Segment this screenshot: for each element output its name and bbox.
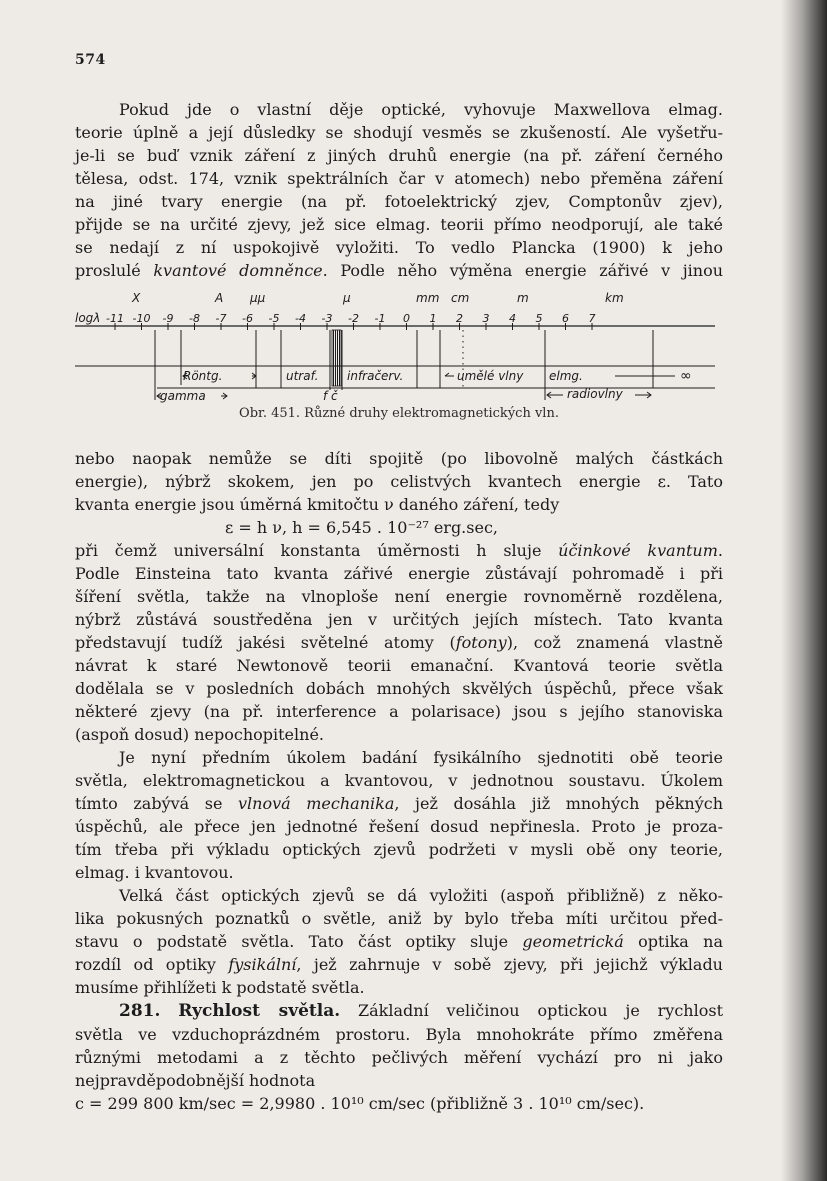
- scale-tick-label: -1: [374, 312, 386, 325]
- log-lambda-label: logλ: [75, 311, 101, 325]
- text-line: nebo naopak nemůže se díti spojitě (po libovolně malých částkách: [75, 449, 723, 468]
- text-line: kvanta energie jsou úměrná kmitočtu ν daného záření, tedy: [75, 495, 560, 514]
- text-line: lika pokusných poznatků o světle, aniž by bylo třeba míti určitou před-: [75, 909, 723, 928]
- scale-tick-label: 6: [562, 312, 569, 325]
- italic-term: fysikální: [228, 955, 297, 974]
- text-line: dodělala se v posledních dobách mnohých skvělých úspěchů, přece však: [75, 679, 723, 698]
- text-line: (aspoň dosud) nepochopitelné.: [75, 725, 324, 744]
- text-line: návrat k staré Newtonově teorii emanační. Kvantová teorie světla: [75, 656, 723, 675]
- text-line: šíření světla, takže na vlnoploše není energie rovnoměrně rozdělena,: [75, 587, 723, 606]
- scale-tick-label: -10: [132, 312, 151, 325]
- scale-tick-label: 3: [482, 312, 490, 325]
- text-line: tím třeba při výkladu optických zjevů podržeti v mysli obě ony teorie,: [75, 840, 723, 859]
- italic-term: fotony: [455, 633, 507, 652]
- text-line: přijde se na určité zjevy, jež sice elmag. teorii přímo neodporují, ale také: [75, 215, 723, 234]
- scale-tick-label: -8: [189, 312, 200, 325]
- region-label-gamma: gamma: [160, 389, 206, 403]
- formula-planck: ε = h ν, h = 6,545 . 10⁻²⁷ erg.sec,: [225, 518, 498, 537]
- region-label-radiovlny: radiovlny: [567, 387, 623, 401]
- unit-label: μ: [343, 291, 351, 305]
- unit-label: A: [215, 291, 224, 305]
- unit-label: cm: [451, 291, 470, 305]
- section-number: 281.: [119, 1001, 161, 1021]
- italic-term: vlnová mechanika: [238, 794, 395, 813]
- region-label-infracerv: infračerv.: [347, 369, 404, 383]
- text-line: Pokud jde o vlastní děje optické, vyhovuje Maxwellova elmag.: [119, 100, 723, 119]
- unit-label: mm: [416, 291, 440, 305]
- scale-tick-label: -3: [321, 312, 333, 325]
- scale-tick-label: 2: [456, 312, 463, 325]
- region-label-utraf: utraf.: [286, 369, 319, 383]
- unit-label: m: [517, 291, 529, 305]
- region-label-umele: umělé vlny: [457, 369, 524, 383]
- scale-tick-label: -5: [268, 312, 280, 325]
- scale-tick-label: -6: [242, 312, 253, 325]
- spectrum-diagram: [75, 290, 735, 405]
- scale-tick-label: -9: [162, 312, 174, 325]
- italic-term: geometrická: [522, 932, 624, 951]
- text-line: tělesa, odst. 174, vznik spektrálních čar v atomech) nebo přeměna záření: [75, 169, 723, 188]
- text-line: Velká část optických zjevů se dá vyložiti (aspoň přibližně) z něko-: [119, 886, 723, 905]
- page-number: 574: [75, 52, 106, 68]
- scale-tick-label: -4: [295, 312, 306, 325]
- text-line: různými metodami a z těchto pečlivých měření vychází pro ni jako: [75, 1048, 723, 1067]
- text-line: musíme přihlížeti k podstatě světla.: [75, 978, 365, 997]
- region-label-infinity: ∞: [680, 368, 692, 384]
- text-line: při čemž universální konstanta úměrnosti h sluje účinkové kvantum.: [75, 541, 723, 560]
- text-line: teorie úplně a její důsledky se shodují vesměs se zkušeností. Ale vyšetřu-: [75, 123, 723, 142]
- region-label-elmg: elmg.: [549, 369, 583, 383]
- text-line: Je nyní předním úkolem badání fysikálního sjednotiti obě teorie: [119, 748, 723, 767]
- text-line: na jiné tvary energie (na př. fotoelektrický zjev, Comptonův zjev),: [75, 192, 723, 211]
- text-line: nýbrž zůstává soustředěna jen v určitých jejích místech. Tato kvanta: [75, 610, 723, 629]
- section-title: Rychlost světla.: [178, 1001, 341, 1021]
- scale-tick-label: 5: [535, 312, 543, 325]
- scale-tick-label: 7: [588, 312, 596, 325]
- text-line: se nedají z ní uspokojivě vyložiti. To vedlo Plancka (1900) k jeho: [75, 238, 723, 257]
- formula-light-speed: c = 299 800 km/sec = 2,9980 . 10¹⁰ cm/sec (přibližně 3 . 10¹⁰ cm/sec).: [75, 1094, 645, 1113]
- text-line: představují tudíž jakési světelné atomy (fotony), což znamená vlastně: [75, 633, 723, 652]
- paragraph-intro: [75, 98, 723, 282]
- unit-label: X: [132, 291, 141, 305]
- text-line: světla, elektromagnetickou a kvantovou, v jednotnou soustavu. Úkolem: [75, 771, 723, 790]
- region-label-rontg: Röntg.: [183, 369, 223, 383]
- scale-tick-label: -7: [215, 312, 227, 325]
- text-line: světla ve vzduchoprázdném prostoru. Byla mnohokráte přímo změřena: [75, 1025, 723, 1044]
- text-line: nejpravděpodobnější hodnota: [75, 1071, 316, 1090]
- scale-tick-label: -2: [348, 312, 359, 325]
- scale-tick-label: 1: [429, 312, 437, 325]
- spectrum-diagram-svg: [75, 290, 735, 405]
- italic-term: kvantové domněnce: [153, 261, 323, 280]
- text-line: stavu o podstatě světla. Tato část optiky sluje geometrická optika na: [75, 932, 723, 951]
- text-line: energie), nýbrž skokem, jen po celistvých kvantech energie ε. Tato: [75, 472, 723, 491]
- scale-tick-label: -11: [106, 312, 124, 325]
- scale-tick-label: 4: [509, 312, 516, 325]
- text-line: úspěchů, ale přece jen jednotné řešení dosud nepřinesla. Proto je proza-: [75, 817, 723, 836]
- text-line: je-li se buď vznik záření z jiných druhů energie (na př. záření černého: [75, 146, 723, 165]
- figure-caption: Obr. 451. Různé druhy elektromagnetických vln.: [239, 406, 559, 421]
- scale-tick-label: 0: [403, 312, 410, 325]
- text-line: elmag. i kvantovou.: [75, 863, 234, 882]
- paragraph-main: [75, 447, 723, 1115]
- text-line: Podle Einsteina tato kvanta zářivé energie zůstávají pohromadě i při: [75, 564, 723, 583]
- page-edge-shadow: [781, 0, 827, 1181]
- unit-label: km: [605, 291, 624, 305]
- italic-term: účinkové kvantum: [558, 541, 718, 560]
- region-label-fc: f č: [323, 389, 338, 403]
- text-line: proslulé kvantové domněnce. Podle něho výměna energie zářivé v jinou: [75, 261, 724, 280]
- text-line: tímto zabývá se vlnová mechanika, jež dosáhla již mnohých pěkných: [75, 794, 724, 813]
- unit-label: μμ: [250, 291, 266, 305]
- visible-band: [332, 330, 341, 386]
- section-heading-line: 281. Rychlost světla. Základní veličinou optickou je rychlost: [119, 1001, 723, 1021]
- text-line: rozdíl od optiky fysikální, jež zahrnuje v sobě zjevy, při jejichž výkladu: [75, 955, 723, 974]
- text-line: některé zjevy (na př. interference a polarisace) jsou s jejího stanoviska: [75, 702, 723, 721]
